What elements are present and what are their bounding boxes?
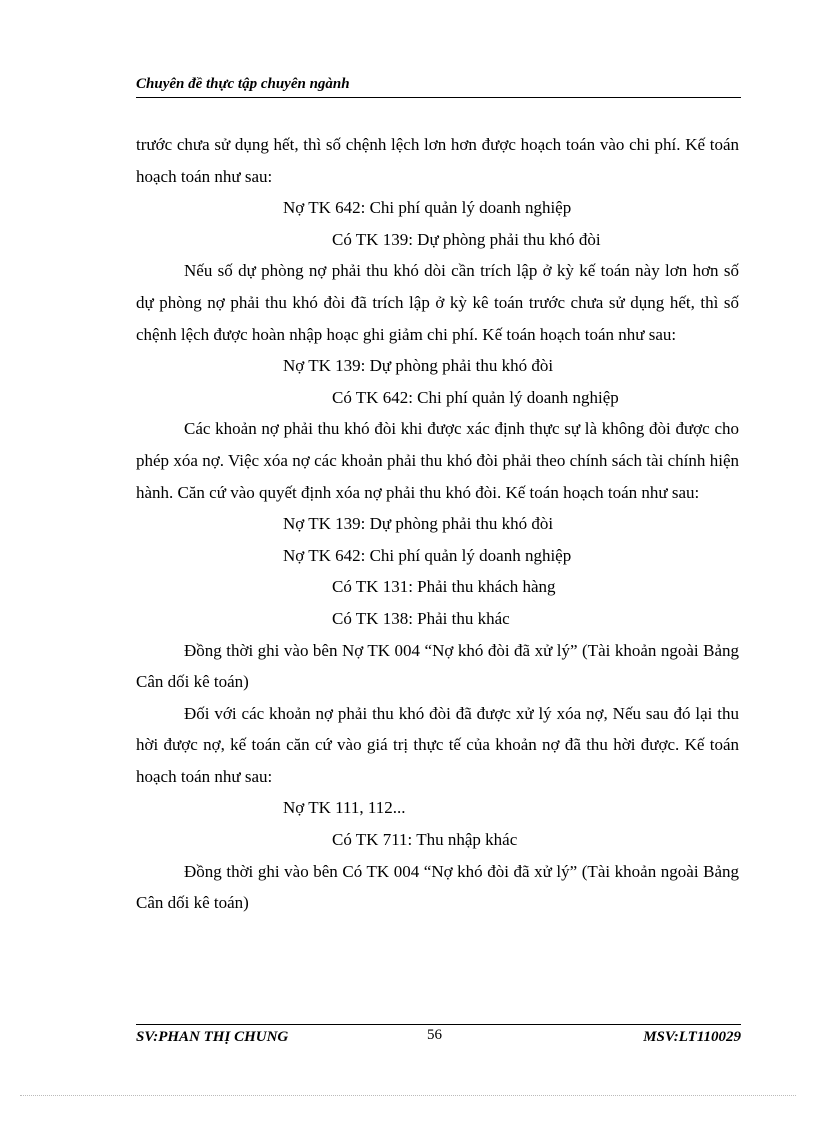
page-body	[136, 129, 739, 919]
entry-credit-139: Có TK 139: Dự phòng phải thu khó đòi	[332, 229, 601, 249]
entry-debit-139-writeoff: Nợ TK 139: Dự phòng phải thu khó đòi	[283, 514, 554, 534]
page-footer	[136, 1027, 741, 1049]
paragraph-1: trước chưa sử dụng hết, thì số chệnh lệch lơn hơn được hoạch toán vào chi phí. Kế toán hoạch toán như sau:	[136, 135, 739, 186]
page-header	[136, 76, 741, 98]
footer-divider	[136, 1024, 741, 1025]
entry-credit-711: Có TK 711: Thu nhập khác	[332, 830, 518, 850]
entry-credit-131: Có TK 131: Phải thu khách hàng	[332, 577, 556, 597]
page-bottom-divider	[20, 1095, 796, 1096]
page-number: 56	[427, 1027, 442, 1043]
paragraph-2: Nếu số dự phòng nợ phải thu khó dòi cần trích lập ở kỳ kế toán này lơn hơn số dự phòng nợ phải thu khó đòi đã trích lập ở kỳ kê toán trước chưa sử dụng hết, thì số chệnh lệch được hoàn nhập hoạc ghi giảm chi phí. Kế toán hoạch toán như sau:	[136, 261, 739, 344]
entry-credit-138: Có TK 138: Phải thu khác	[332, 608, 510, 628]
entry-debit-111-112: Nợ TK 111, 112...	[283, 798, 406, 818]
entry-debit-139: Nợ TK 139: Dự phòng phải thu khó đòi	[283, 356, 554, 376]
footer-student-id: MSV:LT110029	[643, 1029, 741, 1045]
paragraph-6: Đồng thời ghi vào bên Có TK 004 “Nợ khó đòi đã xử lý” (Tài khoản ngoài Bảng Cân dối kê toán)	[136, 861, 739, 913]
paragraph-3: Các khoản nợ phải thu khó đòi khi được xác định thực sự là không đòi được cho phép xóa nợ. Việc xóa nợ các khoản phải thu khó đòi phải theo chính sách tài chính hiện hành. Căn cứ vào quyết định xóa nợ phải thu khó đòi. Kế toán hoạch toán như sau:	[136, 419, 739, 502]
entry-debit-642-writeoff: Nợ TK 642: Chi phí quản lý doanh nghiệp	[283, 545, 572, 565]
paragraph-5: Đối với các khoản nợ phải thu khó đòi đã được xử lý xóa nợ, Nếu sau đó lại thu hời được nợ, kế toán căn cứ vào giá trị thực tế của khoản nợ đã thu hời được. Kế toán hoạch toán như sau:	[136, 703, 739, 786]
header-title: Chuyên đề thực tập chuyên ngành	[136, 76, 350, 92]
entry-debit-642: Nợ TK 642: Chi phí quản lý doanh nghiệp	[283, 198, 572, 218]
entry-credit-642: Có TK 642: Chi phí quản lý doanh nghiệp	[332, 387, 619, 407]
paragraph-4: Đồng thời ghi vào bên Nợ TK 004 “Nợ khó đòi đã xử lý” (Tài khoản ngoài Bảng Cân dối kê toán)	[136, 640, 739, 692]
footer-student-name: SV:PHAN THỊ CHUNG	[136, 1029, 289, 1045]
